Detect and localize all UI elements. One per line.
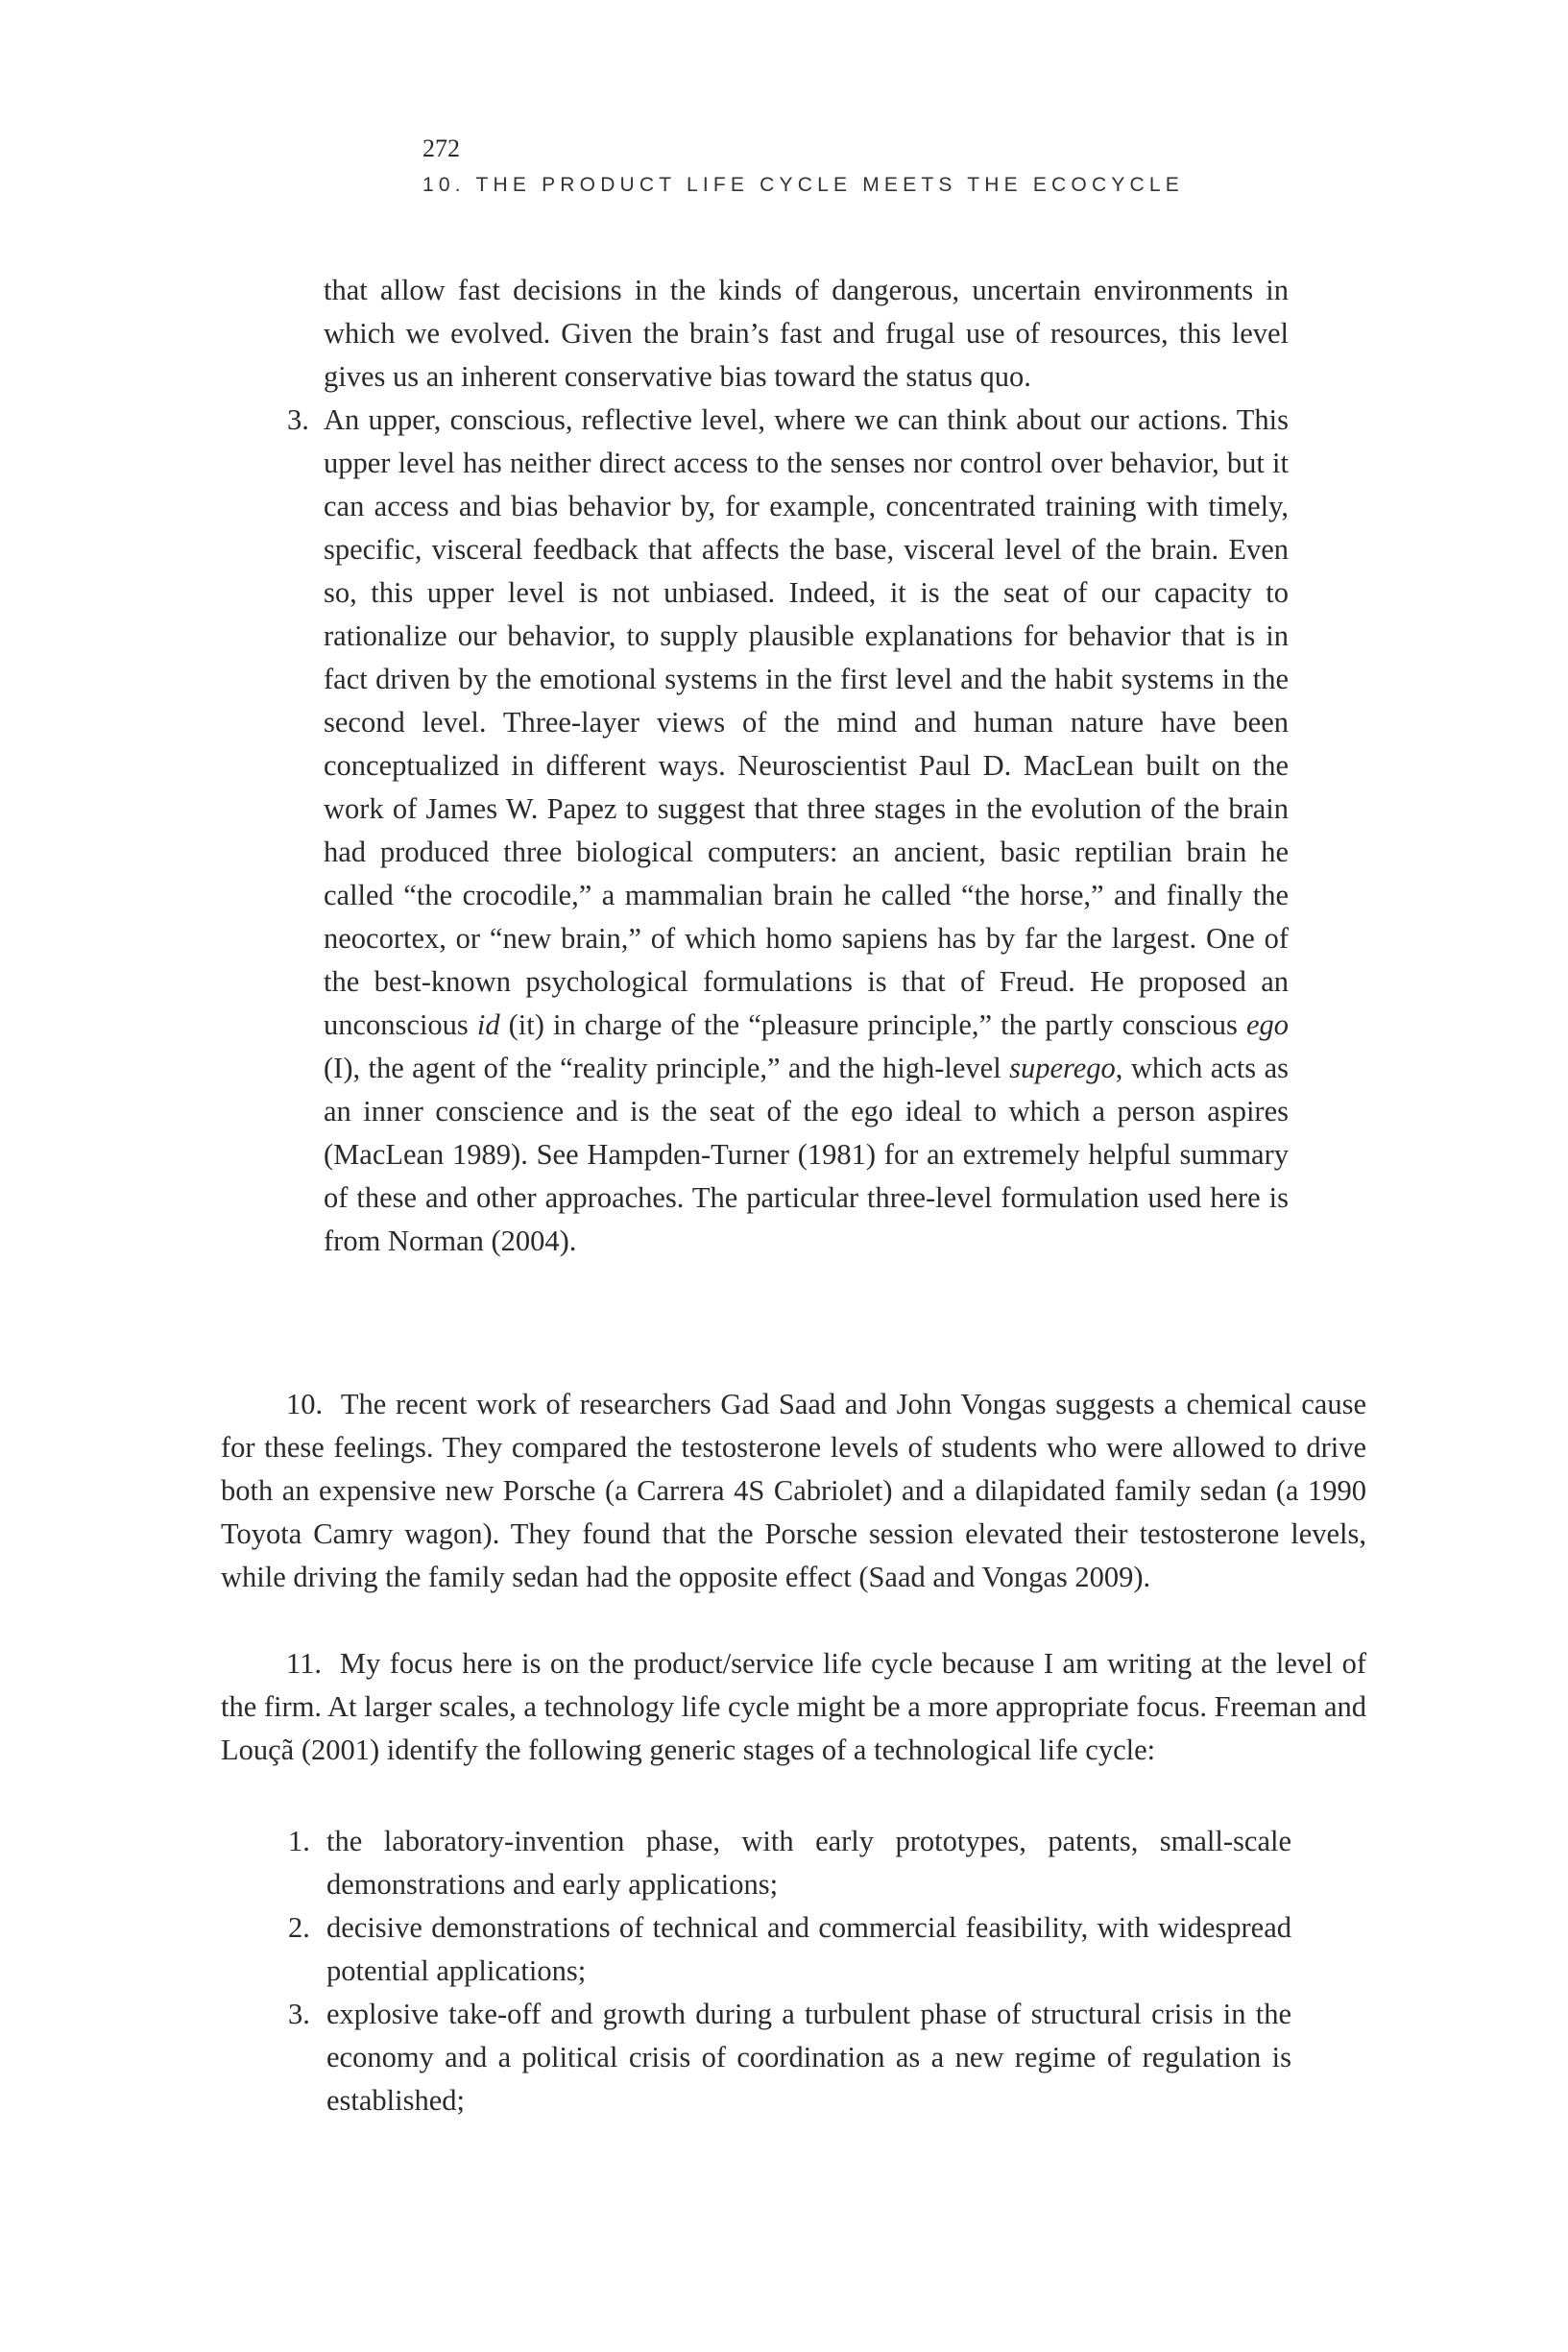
list-number: 3.: [288, 1998, 310, 2030]
list-text: (I), the agent of the “reality principle,” and the high-level: [324, 1052, 1010, 1084]
list-item-3: [287, 399, 1289, 1263]
list-text: decisive demonstrations of technical and commercial feasibility, with widespread potential applications;: [326, 1911, 1291, 1987]
italic-term: id: [476, 1008, 500, 1041]
stage-item-1: [288, 1820, 1291, 1906]
list-number: 2.: [288, 1911, 310, 1944]
running-head: 10. THE PRODUCT LIFE CYCLE MEETS THE ECOCYCLE: [422, 174, 1184, 196]
list-text: the laboratory-invention phase, with early prototypes, patents, small-scale demonstrations and early applications;: [326, 1825, 1291, 1901]
list-text: (it) in charge of the “pleasure principle,” the partly conscious: [499, 1008, 1246, 1041]
note-number: 10.: [286, 1388, 324, 1420]
note-text: My focus here is on the product/service life cycle because I am writing at the level of the firm. At larger scales, a technology life cycle might be a more appropriate focus. Freeman and Louçã (2001) identify the following generic stages of a technological life cycle:: [221, 1647, 1366, 1766]
note-11: [221, 1642, 1366, 1772]
list-text: , which acts as an inner conscience and is the seat of the ego ideal to which a person aspires (MacLean 1989). See Hampden-Turner (1981) for an extremely helpful summary of these and other approaches. The particular three-level formulation used here is from Norman (2004).: [324, 1052, 1289, 1257]
stage-item-2: [288, 1906, 1291, 1993]
italic-term: superego: [1009, 1052, 1116, 1084]
list-text: An upper, conscious, reflective level, where we can think about our actions. This upper level has neither direct access to the senses nor control over behavior, but it can access and bias behavior by, for example, concentrated training with timely, specific, visceral feedback that affects the base, visceral level of the brain. Even so, this upper level is not unbiased. Indeed, it is the seat of our capacity to rationalize our behavior, to supply plausible explanations for behavior that is in fact driven by the emotional systems in the first level and the habit systems in the second level. Three-layer views of the mind and human nature have been conceptualized in different ways. Neuroscientist Paul D. MacLean built on the work of James W. Papez to suggest that three stages in the evolution of the brain had produced three biological computers: an ancient, basic reptilian brain he called “the crocodile,” a mammalian brain he called “the horse,” and finally the neocortex, or “new brain,” of which homo sapiens has by far the largest. One of the best-known psychological formulations is that of Freud. He proposed an unconscious: [324, 403, 1289, 1041]
note-text: The recent work of researchers Gad Saad and John Vongas suggests a chemical cause for these feelings. They compared the testosterone levels of students who were allowed to drive both an expensive new Porsche (a Carrera 4S Cabriolet) and a dilapidated family sedan (a 1990 Toyota Camry wagon). They found that the Porsche session elevated their testosterone levels, while driving the family sedan had the opposite effect (Saad and Vongas 2009).: [221, 1388, 1366, 1593]
stage-item-3: [288, 1993, 1291, 2122]
stages-list: [288, 1820, 1291, 2122]
note-number: 11.: [286, 1647, 322, 1680]
page-number: 272: [422, 134, 460, 162]
list-continuation: that allow fast decisions in the kinds of dangerous, uncertain environments in which we evolved. Given the brain’s fast and frugal use of resources, this level gives us an inherent conservative bias toward the status quo.: [324, 274, 1289, 393]
list-text: explosive take-off and growth during a turbulent phase of structural crisis in the economy and a political crisis of coordination as a new regime of regulation is established;: [326, 1998, 1291, 2117]
list-number: 3.: [287, 403, 309, 436]
note-10: [221, 1383, 1366, 1599]
continued-list: [287, 269, 1289, 1263]
italic-term: ego: [1245, 1008, 1289, 1041]
list-number: 1.: [288, 1825, 310, 1857]
